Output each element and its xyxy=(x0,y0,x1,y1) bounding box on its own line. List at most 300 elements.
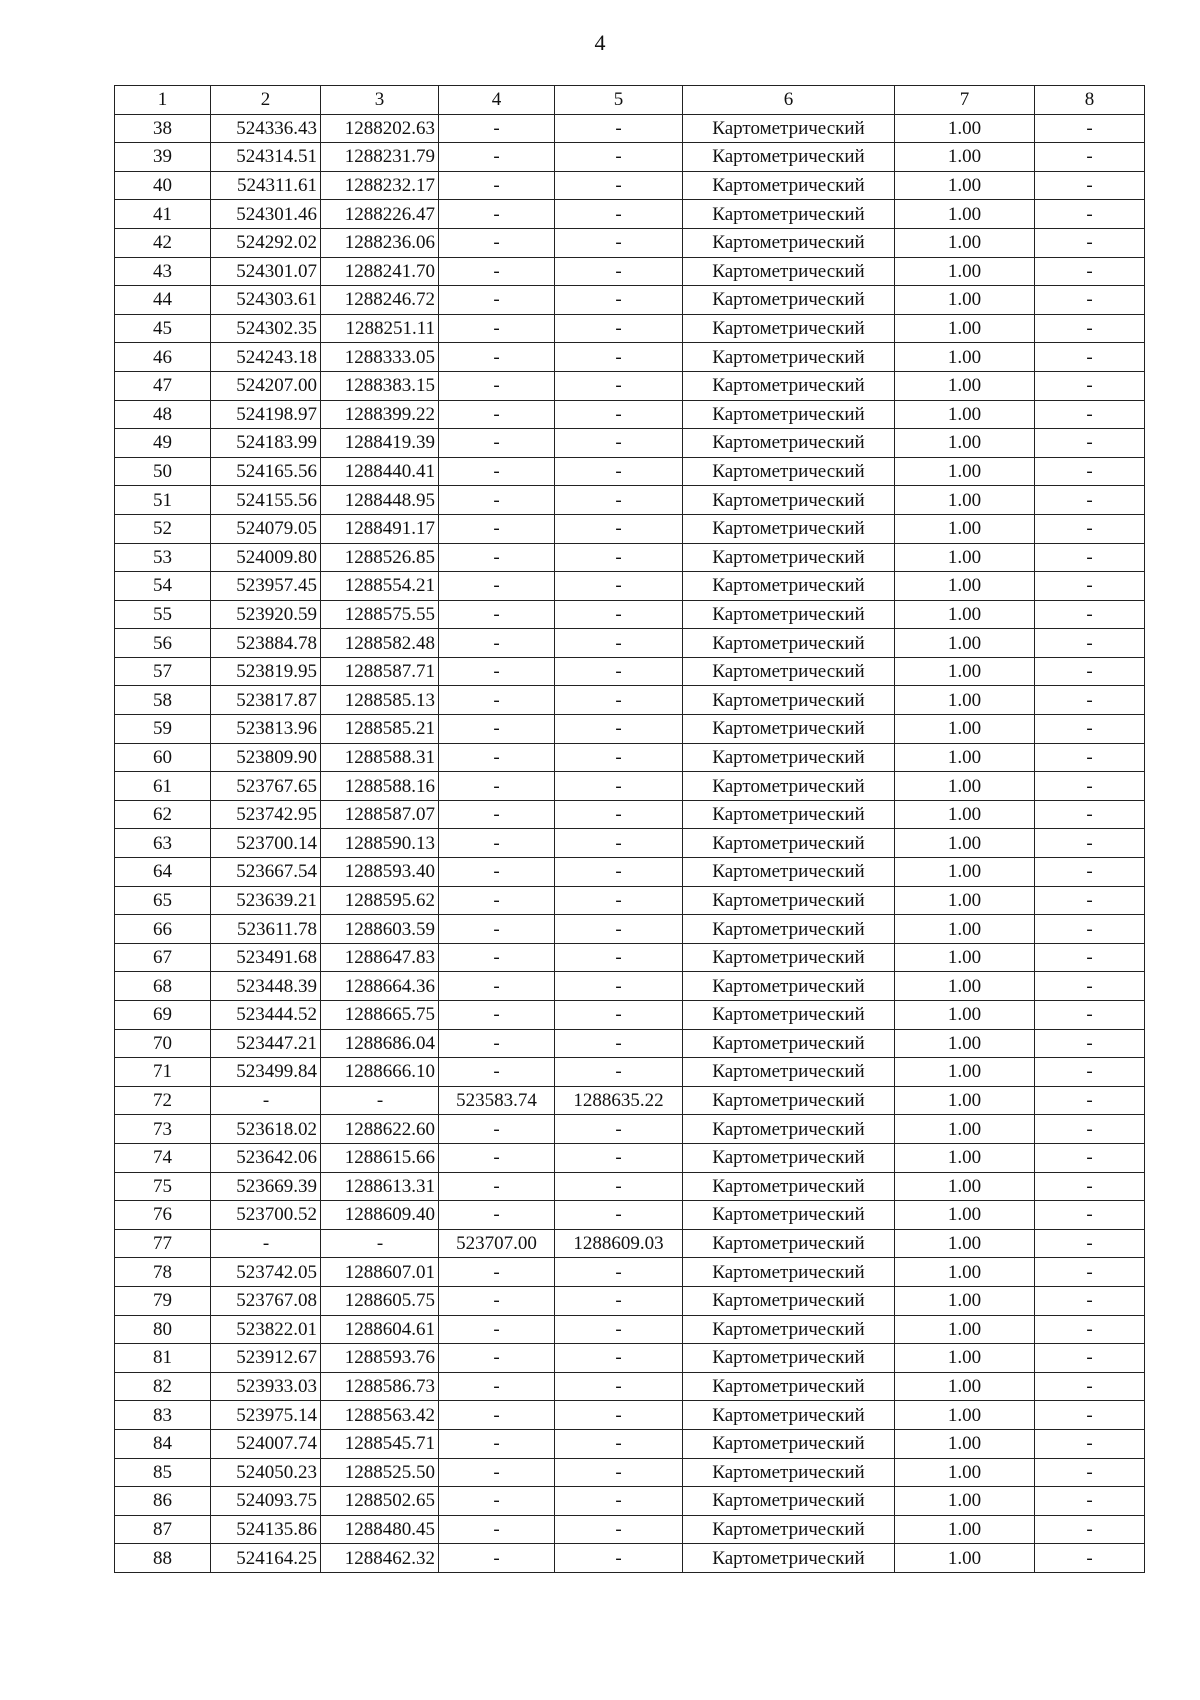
table-row xyxy=(115,858,1145,887)
cell-accuracy: 1.00 xyxy=(895,543,1035,572)
cell-x-coordinate: 524292.02 xyxy=(211,228,321,257)
cell-note: - xyxy=(1035,1029,1145,1058)
cell-note: - xyxy=(1035,429,1145,458)
cell-note: - xyxy=(1035,1315,1145,1344)
cell-y-alt: - xyxy=(555,314,683,343)
cell-note: - xyxy=(1035,715,1145,744)
table-row xyxy=(115,972,1145,1001)
cell-y-alt: - xyxy=(555,114,683,143)
cell-x-alt: - xyxy=(439,343,555,372)
cell-note: - xyxy=(1035,1258,1145,1287)
cell-accuracy: 1.00 xyxy=(895,1315,1035,1344)
cell-point-number: 51 xyxy=(115,486,211,515)
cell-y-alt: - xyxy=(555,886,683,915)
cell-y-alt: - xyxy=(555,1143,683,1172)
table-row xyxy=(115,457,1145,486)
table-row xyxy=(115,1544,1145,1573)
cell-y-alt: - xyxy=(555,1458,683,1487)
cell-x-alt: - xyxy=(439,171,555,200)
cell-x-alt: - xyxy=(439,1286,555,1315)
cell-y-alt: - xyxy=(555,572,683,601)
table-row xyxy=(115,514,1145,543)
cell-x-coordinate: 524007.74 xyxy=(211,1429,321,1458)
cell-accuracy: 1.00 xyxy=(895,686,1035,715)
cell-y-alt: 1288635.22 xyxy=(555,1086,683,1115)
cell-note: - xyxy=(1035,686,1145,715)
cell-y-alt: - xyxy=(555,1401,683,1430)
cell-note: - xyxy=(1035,1172,1145,1201)
cell-y-coordinate: 1288585.21 xyxy=(321,715,439,744)
cell-x-alt: - xyxy=(439,1001,555,1030)
cell-method: Картометрический xyxy=(683,1115,895,1144)
cell-y-alt: - xyxy=(555,629,683,658)
cell-x-coordinate: 523444.52 xyxy=(211,1001,321,1030)
table-row xyxy=(115,171,1145,200)
table-row xyxy=(115,657,1145,686)
cell-point-number: 55 xyxy=(115,600,211,629)
cell-y-coordinate: 1288593.40 xyxy=(321,858,439,887)
cell-point-number: 38 xyxy=(115,114,211,143)
cell-point-number: 81 xyxy=(115,1344,211,1373)
cell-point-number: 67 xyxy=(115,943,211,972)
cell-method: Картометрический xyxy=(683,228,895,257)
cell-y-coordinate: 1288251.11 xyxy=(321,314,439,343)
header-col-7: 7 xyxy=(895,86,1035,115)
cell-x-alt: - xyxy=(439,228,555,257)
cell-y-coordinate: 1288241.70 xyxy=(321,257,439,286)
cell-method: Картометрический xyxy=(683,400,895,429)
cell-point-number: 86 xyxy=(115,1487,211,1516)
cell-y-alt: - xyxy=(555,514,683,543)
cell-y-coordinate: 1288615.66 xyxy=(321,1143,439,1172)
cell-note: - xyxy=(1035,1544,1145,1573)
cell-accuracy: 1.00 xyxy=(895,1372,1035,1401)
cell-x-coordinate: 523667.54 xyxy=(211,858,321,887)
cell-method: Картометрический xyxy=(683,457,895,486)
cell-x-alt: - xyxy=(439,686,555,715)
cell-y-alt: - xyxy=(555,457,683,486)
cell-x-coordinate: 524243.18 xyxy=(211,343,321,372)
cell-point-number: 83 xyxy=(115,1401,211,1430)
cell-y-coordinate: 1288590.13 xyxy=(321,829,439,858)
cell-y-alt: - xyxy=(555,915,683,944)
cell-note: - xyxy=(1035,915,1145,944)
cell-x-alt: - xyxy=(439,800,555,829)
cell-x-alt: - xyxy=(439,1515,555,1544)
cell-x-coordinate: 523975.14 xyxy=(211,1401,321,1430)
table-row xyxy=(115,915,1145,944)
cell-point-number: 40 xyxy=(115,171,211,200)
cell-y-alt: - xyxy=(555,972,683,1001)
cell-y-coordinate: 1288595.62 xyxy=(321,886,439,915)
cell-x-alt: - xyxy=(439,657,555,686)
cell-x-alt: - xyxy=(439,858,555,887)
cell-point-number: 59 xyxy=(115,715,211,744)
cell-y-alt: - xyxy=(555,1001,683,1030)
cell-y-coordinate: 1288232.17 xyxy=(321,171,439,200)
cell-x-coordinate: 524198.97 xyxy=(211,400,321,429)
cell-y-coordinate: 1288399.22 xyxy=(321,400,439,429)
cell-y-coordinate: 1288622.60 xyxy=(321,1115,439,1144)
cell-note: - xyxy=(1035,800,1145,829)
cell-method: Картометрический xyxy=(683,429,895,458)
cell-x-alt: - xyxy=(439,1315,555,1344)
cell-y-coordinate: - xyxy=(321,1086,439,1115)
cell-y-alt: - xyxy=(555,1258,683,1287)
cell-y-coordinate: 1288609.40 xyxy=(321,1201,439,1230)
cell-x-alt: - xyxy=(439,286,555,315)
cell-method: Картометрический xyxy=(683,1544,895,1573)
cell-x-alt: - xyxy=(439,1429,555,1458)
cell-x-alt: - xyxy=(439,1344,555,1373)
cell-x-coordinate: 523448.39 xyxy=(211,972,321,1001)
cell-y-coordinate: 1288607.01 xyxy=(321,1258,439,1287)
table-row xyxy=(115,371,1145,400)
cell-note: - xyxy=(1035,943,1145,972)
cell-accuracy: 1.00 xyxy=(895,772,1035,801)
cell-x-coordinate: 523767.08 xyxy=(211,1286,321,1315)
table-row xyxy=(115,572,1145,601)
cell-note: - xyxy=(1035,543,1145,572)
cell-y-coordinate: 1288588.16 xyxy=(321,772,439,801)
cell-y-coordinate: 1288563.42 xyxy=(321,1401,439,1430)
cell-method: Картометрический xyxy=(683,486,895,515)
cell-note: - xyxy=(1035,1201,1145,1230)
cell-point-number: 63 xyxy=(115,829,211,858)
cell-note: - xyxy=(1035,228,1145,257)
cell-method: Картометрический xyxy=(683,1086,895,1115)
table-row xyxy=(115,1286,1145,1315)
cell-method: Картометрический xyxy=(683,715,895,744)
header-col-8: 8 xyxy=(1035,86,1145,115)
cell-y-alt: - xyxy=(555,343,683,372)
cell-method: Картометрический xyxy=(683,1229,895,1258)
cell-method: Картометрический xyxy=(683,829,895,858)
cell-accuracy: 1.00 xyxy=(895,343,1035,372)
cell-point-number: 70 xyxy=(115,1029,211,1058)
cell-y-coordinate: 1288585.13 xyxy=(321,686,439,715)
cell-point-number: 42 xyxy=(115,228,211,257)
cell-method: Картометрический xyxy=(683,257,895,286)
cell-y-coordinate: 1288582.48 xyxy=(321,629,439,658)
cell-y-alt: - xyxy=(555,429,683,458)
cell-y-coordinate: 1288605.75 xyxy=(321,1286,439,1315)
cell-note: - xyxy=(1035,886,1145,915)
cell-y-alt: - xyxy=(555,686,683,715)
cell-y-alt: - xyxy=(555,715,683,744)
cell-note: - xyxy=(1035,400,1145,429)
cell-x-alt: - xyxy=(439,1401,555,1430)
table-row xyxy=(115,200,1145,229)
cell-x-coordinate: 524135.86 xyxy=(211,1515,321,1544)
cell-method: Картометрический xyxy=(683,743,895,772)
cell-y-alt: - xyxy=(555,486,683,515)
cell-point-number: 84 xyxy=(115,1429,211,1458)
cell-y-coordinate: 1288545.71 xyxy=(321,1429,439,1458)
cell-point-number: 56 xyxy=(115,629,211,658)
cell-note: - xyxy=(1035,1086,1145,1115)
cell-x-coordinate: 524314.51 xyxy=(211,143,321,172)
cell-x-coordinate: 523817.87 xyxy=(211,686,321,715)
cell-accuracy: 1.00 xyxy=(895,1058,1035,1087)
cell-note: - xyxy=(1035,1487,1145,1516)
cell-accuracy: 1.00 xyxy=(895,171,1035,200)
cell-method: Картометрический xyxy=(683,200,895,229)
cell-x-alt: - xyxy=(439,743,555,772)
cell-y-coordinate: 1288202.63 xyxy=(321,114,439,143)
header-col-1: 1 xyxy=(115,86,211,115)
cell-point-number: 62 xyxy=(115,800,211,829)
cell-note: - xyxy=(1035,343,1145,372)
cell-accuracy: 1.00 xyxy=(895,1258,1035,1287)
cell-note: - xyxy=(1035,858,1145,887)
cell-x-alt: - xyxy=(439,257,555,286)
cell-method: Картометрический xyxy=(683,543,895,572)
cell-method: Картометрический xyxy=(683,1172,895,1201)
cell-point-number: 58 xyxy=(115,686,211,715)
cell-y-coordinate: 1288686.04 xyxy=(321,1029,439,1058)
cell-accuracy: 1.00 xyxy=(895,915,1035,944)
cell-accuracy: 1.00 xyxy=(895,829,1035,858)
cell-method: Картометрический xyxy=(683,1029,895,1058)
cell-note: - xyxy=(1035,1058,1145,1087)
cell-x-alt: - xyxy=(439,972,555,1001)
cell-note: - xyxy=(1035,1344,1145,1373)
cell-point-number: 41 xyxy=(115,200,211,229)
cell-y-coordinate: 1288236.06 xyxy=(321,228,439,257)
cell-accuracy: 1.00 xyxy=(895,314,1035,343)
cell-y-alt: - xyxy=(555,1172,683,1201)
table-row xyxy=(115,543,1145,572)
cell-y-coordinate: 1288226.47 xyxy=(321,200,439,229)
cell-x-coordinate: 524050.23 xyxy=(211,1458,321,1487)
cell-note: - xyxy=(1035,743,1145,772)
cell-accuracy: 1.00 xyxy=(895,886,1035,915)
table-row xyxy=(115,1458,1145,1487)
cell-x-coordinate: 524009.80 xyxy=(211,543,321,572)
table-row xyxy=(115,1515,1145,1544)
cell-note: - xyxy=(1035,514,1145,543)
cell-note: - xyxy=(1035,171,1145,200)
cell-y-alt: - xyxy=(555,228,683,257)
cell-y-alt: - xyxy=(555,286,683,315)
cell-point-number: 77 xyxy=(115,1229,211,1258)
cell-method: Картометрический xyxy=(683,371,895,400)
cell-note: - xyxy=(1035,972,1145,1001)
coordinates-table xyxy=(114,85,1145,1573)
cell-point-number: 73 xyxy=(115,1115,211,1144)
page-number: 4 xyxy=(594,30,606,55)
cell-note: - xyxy=(1035,1515,1145,1544)
cell-note: - xyxy=(1035,1429,1145,1458)
cell-y-alt: - xyxy=(555,1544,683,1573)
table-row xyxy=(115,1315,1145,1344)
table-header-row xyxy=(115,86,1145,115)
cell-x-coordinate: 523642.06 xyxy=(211,1143,321,1172)
table-row xyxy=(115,1172,1145,1201)
cell-x-coordinate: 523767.65 xyxy=(211,772,321,801)
cell-accuracy: 1.00 xyxy=(895,1086,1035,1115)
cell-method: Картометрический xyxy=(683,629,895,658)
cell-y-alt: - xyxy=(555,257,683,286)
table-row xyxy=(115,743,1145,772)
cell-method: Картометрический xyxy=(683,286,895,315)
cell-accuracy: 1.00 xyxy=(895,657,1035,686)
cell-accuracy: 1.00 xyxy=(895,715,1035,744)
cell-x-coordinate: 523819.95 xyxy=(211,657,321,686)
cell-point-number: 44 xyxy=(115,286,211,315)
table-row xyxy=(115,772,1145,801)
cell-x-coordinate: 524303.61 xyxy=(211,286,321,315)
cell-y-coordinate: 1288525.50 xyxy=(321,1458,439,1487)
cell-accuracy: 1.00 xyxy=(895,1458,1035,1487)
table-row xyxy=(115,1143,1145,1172)
cell-point-number: 46 xyxy=(115,343,211,372)
cell-point-number: 61 xyxy=(115,772,211,801)
cell-x-alt: - xyxy=(439,1458,555,1487)
cell-y-alt: - xyxy=(555,171,683,200)
cell-x-coordinate: 524155.56 xyxy=(211,486,321,515)
table-row xyxy=(115,1372,1145,1401)
cell-x-alt: - xyxy=(439,572,555,601)
table-row xyxy=(115,286,1145,315)
cell-x-coordinate: 524183.99 xyxy=(211,429,321,458)
cell-accuracy: 1.00 xyxy=(895,457,1035,486)
cell-x-coordinate: 523618.02 xyxy=(211,1115,321,1144)
cell-y-alt: - xyxy=(555,943,683,972)
cell-x-coordinate: 524301.46 xyxy=(211,200,321,229)
table-row xyxy=(115,1401,1145,1430)
cell-note: - xyxy=(1035,1286,1145,1315)
cell-x-alt: - xyxy=(439,1058,555,1087)
cell-method: Картометрический xyxy=(683,943,895,972)
cell-method: Картометрический xyxy=(683,1315,895,1344)
cell-x-alt: - xyxy=(439,772,555,801)
cell-x-coordinate: 524336.43 xyxy=(211,114,321,143)
cell-note: - xyxy=(1035,829,1145,858)
cell-y-coordinate: 1288231.79 xyxy=(321,143,439,172)
cell-accuracy: 1.00 xyxy=(895,1401,1035,1430)
cell-point-number: 53 xyxy=(115,543,211,572)
cell-accuracy: 1.00 xyxy=(895,1029,1035,1058)
cell-accuracy: 1.00 xyxy=(895,486,1035,515)
table-row xyxy=(115,143,1145,172)
table-row xyxy=(115,1429,1145,1458)
cell-accuracy: 1.00 xyxy=(895,1544,1035,1573)
table-row xyxy=(115,600,1145,629)
cell-x-alt: - xyxy=(439,543,555,572)
cell-point-number: 76 xyxy=(115,1201,211,1230)
cell-point-number: 39 xyxy=(115,143,211,172)
cell-x-coordinate: 523884.78 xyxy=(211,629,321,658)
cell-x-coordinate: 523639.21 xyxy=(211,886,321,915)
cell-y-coordinate: 1288246.72 xyxy=(321,286,439,315)
cell-accuracy: 1.00 xyxy=(895,1487,1035,1516)
cell-y-coordinate: 1288491.17 xyxy=(321,514,439,543)
cell-x-coordinate: 523742.95 xyxy=(211,800,321,829)
cell-x-alt: - xyxy=(439,629,555,658)
table-row xyxy=(115,1258,1145,1287)
cell-accuracy: 1.00 xyxy=(895,600,1035,629)
cell-y-coordinate: 1288480.45 xyxy=(321,1515,439,1544)
header-col-2: 2 xyxy=(211,86,321,115)
cell-method: Картометрический xyxy=(683,143,895,172)
cell-x-alt: - xyxy=(439,1487,555,1516)
cell-y-coordinate: 1288448.95 xyxy=(321,486,439,515)
cell-y-coordinate: 1288647.83 xyxy=(321,943,439,972)
cell-note: - xyxy=(1035,600,1145,629)
cell-y-alt: - xyxy=(555,600,683,629)
table-row xyxy=(115,114,1145,143)
cell-method: Картометрический xyxy=(683,171,895,200)
cell-x-alt: - xyxy=(439,715,555,744)
cell-x-coordinate: 524093.75 xyxy=(211,1487,321,1516)
cell-method: Картометрический xyxy=(683,572,895,601)
table-row xyxy=(115,257,1145,286)
table-body xyxy=(115,114,1145,1572)
cell-method: Картометрический xyxy=(683,600,895,629)
cell-point-number: 74 xyxy=(115,1143,211,1172)
cell-y-coordinate: 1288554.21 xyxy=(321,572,439,601)
cell-method: Картометрический xyxy=(683,972,895,1001)
cell-accuracy: 1.00 xyxy=(895,572,1035,601)
cell-point-number: 47 xyxy=(115,371,211,400)
cell-point-number: 82 xyxy=(115,1372,211,1401)
cell-x-alt: - xyxy=(439,429,555,458)
cell-method: Картометрический xyxy=(683,514,895,543)
cell-x-coordinate: 524164.25 xyxy=(211,1544,321,1573)
table-row xyxy=(115,1201,1145,1230)
table-row xyxy=(115,400,1145,429)
cell-y-alt: - xyxy=(555,400,683,429)
cell-accuracy: 1.00 xyxy=(895,429,1035,458)
cell-point-number: 50 xyxy=(115,457,211,486)
cell-note: - xyxy=(1035,371,1145,400)
cell-accuracy: 1.00 xyxy=(895,800,1035,829)
cell-x-alt: - xyxy=(439,457,555,486)
cell-y-coordinate: 1288665.75 xyxy=(321,1001,439,1030)
cell-x-coordinate: 523700.52 xyxy=(211,1201,321,1230)
cell-y-coordinate: 1288502.65 xyxy=(321,1487,439,1516)
cell-x-coordinate: 524165.56 xyxy=(211,457,321,486)
cell-y-alt: - xyxy=(555,1429,683,1458)
cell-point-number: 80 xyxy=(115,1315,211,1344)
cell-method: Картометрический xyxy=(683,886,895,915)
cell-accuracy: 1.00 xyxy=(895,1143,1035,1172)
cell-x-alt: - xyxy=(439,200,555,229)
table-row xyxy=(115,800,1145,829)
header-col-3: 3 xyxy=(321,86,439,115)
cell-y-alt: - xyxy=(555,1115,683,1144)
cell-y-coordinate: 1288588.31 xyxy=(321,743,439,772)
cell-note: - xyxy=(1035,572,1145,601)
cell-method: Картометрический xyxy=(683,1487,895,1516)
cell-note: - xyxy=(1035,314,1145,343)
cell-y-alt: - xyxy=(555,200,683,229)
cell-method: Картометрический xyxy=(683,1058,895,1087)
cell-x-alt: - xyxy=(439,1258,555,1287)
table-row xyxy=(115,943,1145,972)
cell-note: - xyxy=(1035,486,1145,515)
cell-accuracy: 1.00 xyxy=(895,200,1035,229)
cell-accuracy: 1.00 xyxy=(895,1115,1035,1144)
cell-y-alt: - xyxy=(555,143,683,172)
cell-accuracy: 1.00 xyxy=(895,1001,1035,1030)
cell-accuracy: 1.00 xyxy=(895,257,1035,286)
cell-x-alt: - xyxy=(439,1143,555,1172)
cell-y-coordinate: 1288613.31 xyxy=(321,1172,439,1201)
cell-accuracy: 1.00 xyxy=(895,1515,1035,1544)
